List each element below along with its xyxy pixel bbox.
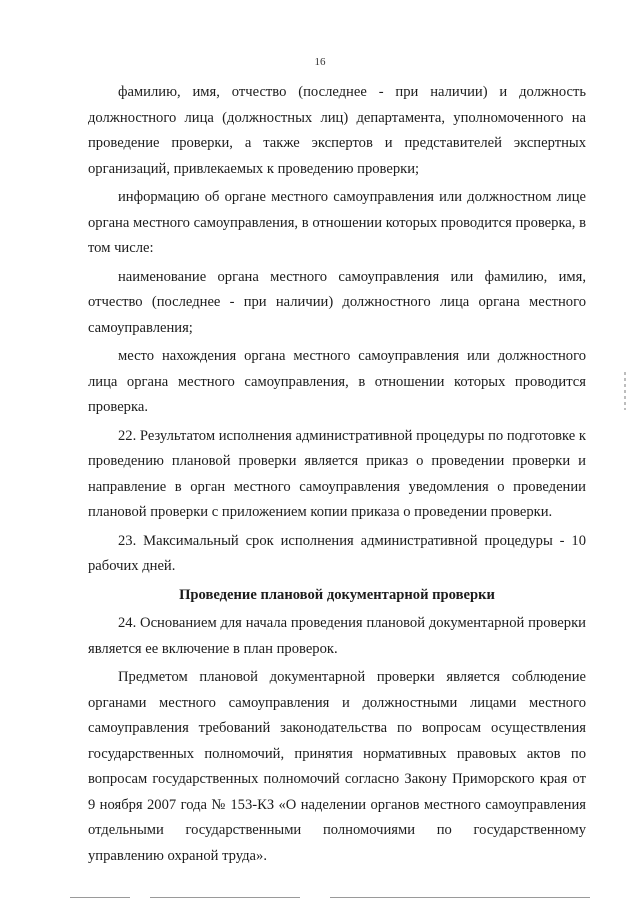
paragraph-info-about-body: информацию об органе местного самоуправления или должностном лице органа местного самоуправления, в отношении которых проводится проверка, в том числе:	[88, 189, 586, 256]
paragraph-body-location: место нахождения органа местного самоуправления или должностного лица органа местного самоуправления, в отношении которых проводится проверка.	[88, 348, 586, 415]
scan-bottom-line	[70, 897, 130, 898]
paragraph-clause-24: 24. Основанием для начала проведения плановой документарной проверки является ее включение в план проверок.	[88, 615, 586, 657]
paragraph-clause-23: 23. Максимальный срок исполнения административной процедуры - 10 рабочих дней.	[88, 532, 586, 574]
paragraph-inspectors: фамилию, имя, отчество (последнее - при наличии) и должность должностного лица (должностных лиц) департамента, уполномоченного на проведение проверки, а также экспертов и представителей экспертных организаций, привлекаемых к проведению проверки;	[88, 84, 586, 177]
paragraph-subject-of-inspection: Предметом плановой документарной проверки является соблюдение органами местного самоуправления и должностными лицами местного самоуправления требований законодательства по вопросам осуществления государственных полномочий, принятия нормативных правовых актов по вопросам государственных полномочий согласно Закону Приморского края от 9 ноября 2007 года № 153-КЗ «О наделении органов местного самоуправления отдельными государственными полномочиями по государственному управлению охраной труда».	[88, 669, 586, 864]
paragraph-clause-22: 22. Результатом исполнения административной процедуры по подготовке к проведению плановой проверки является приказ о проведении проверки и направление в орган местного самоуправления уведомления о проведении плановой проверки с приложением копии приказа о проведении проверки.	[88, 427, 586, 520]
paragraph-body-name: наименование органа местного самоуправления или фамилию, имя, отчество (последнее - при наличии) должностного лица органа местного самоуправления;	[88, 268, 586, 336]
document-body	[88, 80, 586, 872]
scan-bottom-line	[330, 897, 590, 898]
page-number: 16	[314, 56, 326, 68]
scan-bottom-line	[150, 897, 300, 898]
section-heading: Проведение плановой документарной проверки	[179, 586, 495, 603]
scan-margin-mark	[624, 372, 626, 410]
